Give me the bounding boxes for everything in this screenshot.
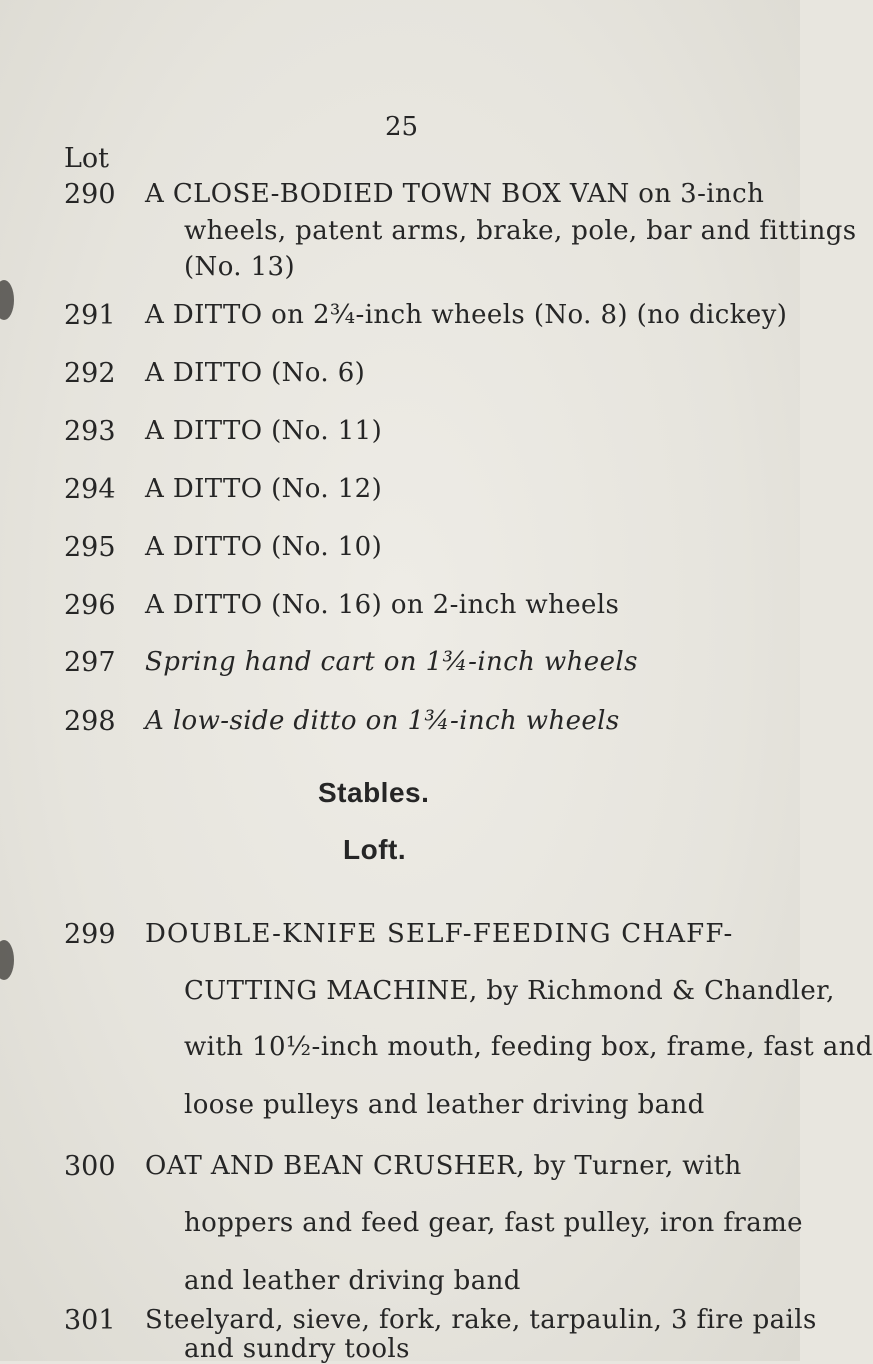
binding-mark bbox=[0, 280, 14, 320]
lot-number: 295 bbox=[64, 532, 116, 563]
lot-number: 297 bbox=[64, 647, 116, 678]
lot-description: wheels, patent arms, brake, pole, bar and fittings bbox=[184, 216, 857, 246]
lot-description: with 10½-inch mouth, feeding box, frame, fast and bbox=[184, 1032, 873, 1062]
lot-description: A DITTO on 2¾-inch wheels (No. 8) (no dickey) bbox=[145, 300, 788, 330]
lot-description: CUTTING MACHINE, by Richmond & Chandler, bbox=[184, 976, 835, 1006]
lot-description: A DITTO (No. 10) bbox=[145, 532, 383, 562]
lot-number: 299 bbox=[64, 919, 116, 950]
lot-description: and leather driving band bbox=[184, 1266, 521, 1296]
lot-number: 300 bbox=[64, 1151, 116, 1182]
lot-number: 293 bbox=[64, 416, 116, 447]
lot-number: 296 bbox=[64, 590, 116, 621]
subsection-heading: Loft. bbox=[343, 834, 407, 865]
lot-number: 301 bbox=[64, 1305, 116, 1336]
lot-description: OAT AND BEAN CRUSHER, by Turner, with bbox=[145, 1151, 742, 1181]
lot-description: A low-side ditto on 1¾-inch wheels bbox=[145, 706, 620, 736]
lot-description: hoppers and feed gear, fast pulley, iron frame bbox=[184, 1208, 803, 1238]
lot-number: 294 bbox=[64, 474, 116, 505]
lot-number: 290 bbox=[64, 179, 116, 210]
lot-description: A DITTO (No. 11) bbox=[145, 416, 383, 446]
lot-description: A DITTO (No. 12) bbox=[145, 474, 383, 504]
lot-description: (No. 13) bbox=[184, 252, 296, 282]
lot-description: loose pulleys and leather driving band bbox=[184, 1090, 705, 1120]
lot-description: and sundry tools bbox=[184, 1334, 410, 1364]
lot-number: 298 bbox=[64, 706, 116, 737]
page-number: 25 bbox=[385, 112, 419, 142]
lot-description: A DITTO (No. 6) bbox=[145, 358, 366, 388]
lot-description: A DITTO (No. 16) on 2-inch wheels bbox=[145, 590, 620, 620]
section-heading: Stables. bbox=[318, 777, 430, 808]
lot-description: Spring hand cart on 1¾-inch wheels bbox=[145, 647, 638, 677]
lot-number: 292 bbox=[64, 358, 116, 389]
lot-description: Steelyard, sieve, fork, rake, tarpaulin, 3 fire pails bbox=[145, 1305, 817, 1335]
binding-mark bbox=[0, 940, 14, 980]
lot-number: 291 bbox=[64, 300, 116, 331]
lot-column-header: Lot bbox=[64, 143, 110, 174]
lot-description: DOUBLE-KNIFE SELF-FEEDING CHAFF- bbox=[145, 919, 734, 949]
lot-description: A CLOSE-BODIED TOWN BOX VAN on 3-inch bbox=[145, 179, 765, 209]
